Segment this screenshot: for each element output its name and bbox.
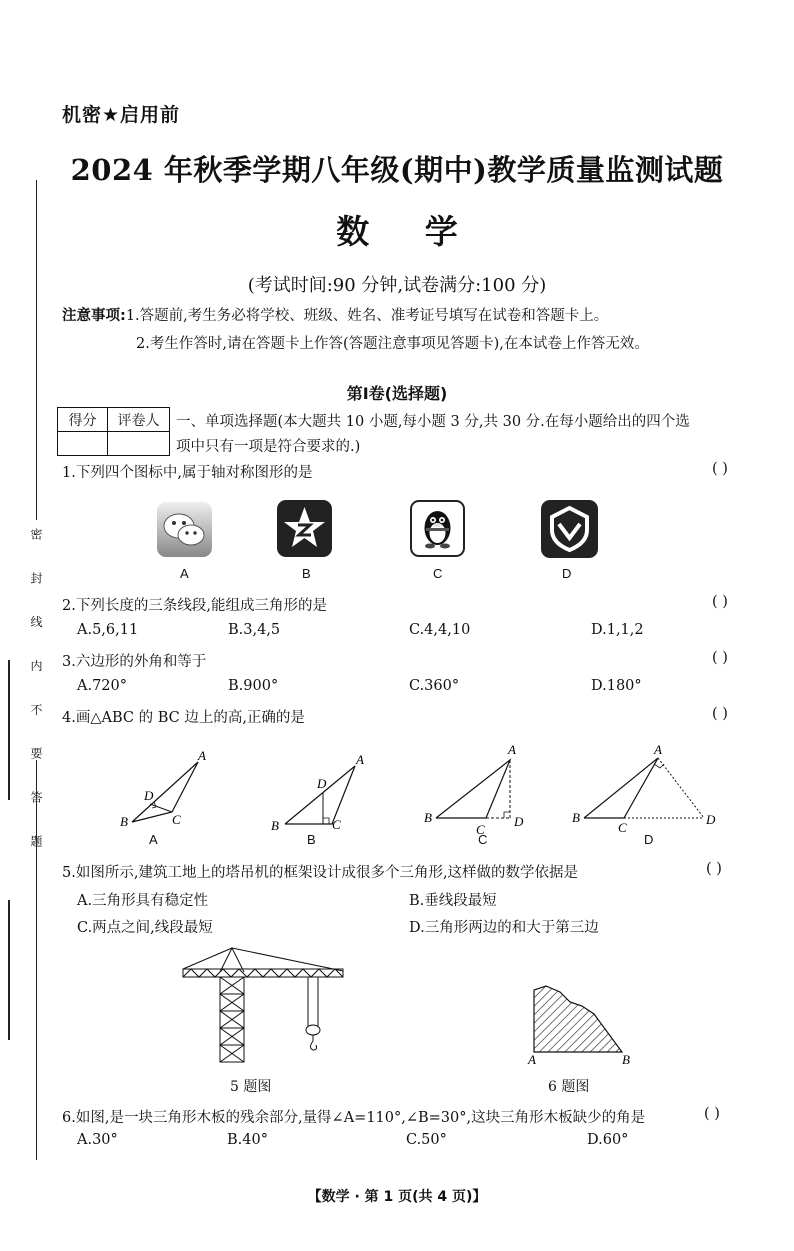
svg-text:A: A xyxy=(508,742,516,757)
q1-text: 1.下列四个图标中,属于轴对称图形的是 xyxy=(62,465,313,481)
grader-cell[interactable] xyxy=(108,432,170,456)
q5-answer-bracket[interactable]: ( ) xyxy=(706,861,722,877)
svg-text:D: D xyxy=(514,814,524,829)
svg-text:C: C xyxy=(618,820,627,835)
score-cell[interactable] xyxy=(58,432,108,456)
notice-line-1 xyxy=(62,304,608,325)
notice-item-2: 2.考生作答时,请在答题卡上作答(答题注意事项见答题卡),在本试卷上作答无效。 xyxy=(136,336,649,352)
q1-label-b: B xyxy=(302,566,311,581)
section-line-1: 一、单项选择题(本大题共 10 小题,每小题 3 分,共 30 分.在每小题给出的四个选 xyxy=(176,414,690,430)
svg-text:A: A xyxy=(198,748,206,763)
fig6-caption: 6 题图 xyxy=(548,1079,590,1095)
svg-text:B: B xyxy=(424,810,432,825)
page-footer: 【数学 · 第 1 页(共 4 页)】 xyxy=(307,1189,487,1205)
score-table xyxy=(57,407,170,456)
binding-line-bottom xyxy=(36,760,37,1160)
q5-option-c[interactable]: C.两点之间,线段最短 xyxy=(77,920,213,936)
q2-option-d[interactable]: D.1,1,2 xyxy=(591,622,644,638)
qzone-star-icon xyxy=(277,500,332,557)
q3-option-c[interactable]: C.360° xyxy=(409,678,460,694)
svg-text:B: B xyxy=(120,814,128,829)
svg-text:A: A xyxy=(356,752,364,767)
q4-label-d: D xyxy=(644,832,654,847)
q3-option-b[interactable]: B.900° xyxy=(228,678,279,694)
q3-option-d[interactable]: D.180° xyxy=(591,678,642,694)
page-title: 2024 年秋季学期八年级(期中)教学质量监测试题 xyxy=(70,153,724,187)
q5-option-a[interactable]: A.三角形具有稳定性 xyxy=(77,893,209,909)
binding-margin-text: 密 封 线 内 不 要 答 题 xyxy=(29,528,43,861)
svg-text:B: B xyxy=(271,818,279,833)
svg-text:A: A xyxy=(528,1052,536,1067)
edge-mark-2 xyxy=(8,900,10,1040)
svg-text:D: D xyxy=(144,788,154,803)
q1-answer-bracket[interactable]: ( ) xyxy=(712,461,728,477)
q4-figure-c xyxy=(424,742,524,837)
notice-item-1: 1.答题前,考生务必将学校、班级、姓名、准考证号填写在试卷和答题卡上。 xyxy=(125,308,609,324)
q3-answer-bracket[interactable]: ( ) xyxy=(712,650,728,666)
q2-option-b[interactable]: B.3,4,5 xyxy=(228,622,281,638)
q1-label-d: D xyxy=(562,566,572,581)
svg-text:A: A xyxy=(654,742,662,757)
q2-option-c[interactable]: C.4,4,10 xyxy=(409,622,471,638)
q6-answer-bracket[interactable]: ( ) xyxy=(704,1106,720,1122)
q4-label-c: C xyxy=(478,832,488,847)
svg-text:B: B xyxy=(572,810,580,825)
notice-label: 注意事项: xyxy=(62,308,126,324)
section-heading xyxy=(176,410,766,460)
q6-text: 6.如图,是一块三角形木板的残余部分,量得∠A=110°,∠B=30°,这块三角形木板缺少的角是 xyxy=(62,1110,646,1126)
q1-label-a: A xyxy=(180,566,189,581)
q2-option-a[interactable]: A.5,6,11 xyxy=(77,622,139,638)
svg-text:C: C xyxy=(172,812,181,827)
fig5-caption: 5 题图 xyxy=(230,1079,272,1095)
confidential-label: 机密★启用前 xyxy=(62,104,181,126)
tower-crane-figure xyxy=(180,944,346,1066)
q4-figure-d xyxy=(572,742,716,835)
score-header: 得分 xyxy=(58,408,108,432)
q2-text: 2.下列长度的三条线段,能组成三角形的是 xyxy=(62,598,327,614)
q4-label-a: A xyxy=(149,832,158,847)
q5-text: 5.如图所示,建筑工地上的塔吊机的框架设计成很多个三角形,这样做的数学依据是 xyxy=(62,865,579,881)
q2-answer-bracket[interactable]: ( ) xyxy=(712,594,728,610)
q4-label-b: B xyxy=(307,832,316,847)
q5-option-b[interactable]: B.垂线段最短 xyxy=(409,893,497,909)
q6-option-a[interactable]: A.30° xyxy=(77,1132,118,1148)
wechat-icon xyxy=(157,502,212,557)
q1-label-c: C xyxy=(433,566,443,581)
q3-text: 3.六边形的外角和等于 xyxy=(62,654,207,670)
svg-text:C: C xyxy=(476,822,485,837)
section-line-2: 项中只有一项是符合要求的.) xyxy=(176,439,361,455)
q4-text: 4.画△ABC 的 BC 边上的高,正确的是 xyxy=(62,710,305,726)
q5-option-d[interactable]: D.三角形两边的和大于第三边 xyxy=(409,920,599,936)
subject-title: 数 学 xyxy=(336,212,480,251)
q3-option-a[interactable]: A.720° xyxy=(77,678,128,694)
q6-option-b[interactable]: B.40° xyxy=(227,1132,268,1148)
q4-answer-bracket[interactable]: ( ) xyxy=(712,706,728,722)
q6-option-c[interactable]: C.50° xyxy=(406,1132,447,1148)
qq-penguin-icon xyxy=(410,500,465,557)
svg-text:B: B xyxy=(622,1052,630,1067)
q4-figure-b xyxy=(271,752,364,833)
q4-figure-a xyxy=(120,748,206,829)
edge-mark-1 xyxy=(8,660,10,800)
svg-text:D: D xyxy=(317,776,327,791)
grader-header: 评卷人 xyxy=(108,408,170,432)
svg-text:C: C xyxy=(332,817,341,832)
shield-v-icon xyxy=(541,500,598,558)
wood-board-figure xyxy=(524,982,640,1068)
q4-figures xyxy=(110,742,770,850)
volume-title: 第Ⅰ卷(选择题) xyxy=(346,384,448,403)
svg-text:D: D xyxy=(706,812,716,827)
exam-info: (考试时间:90 分钟,试卷满分:100 分) xyxy=(247,275,547,296)
q6-option-d[interactable]: D.60° xyxy=(587,1132,629,1148)
